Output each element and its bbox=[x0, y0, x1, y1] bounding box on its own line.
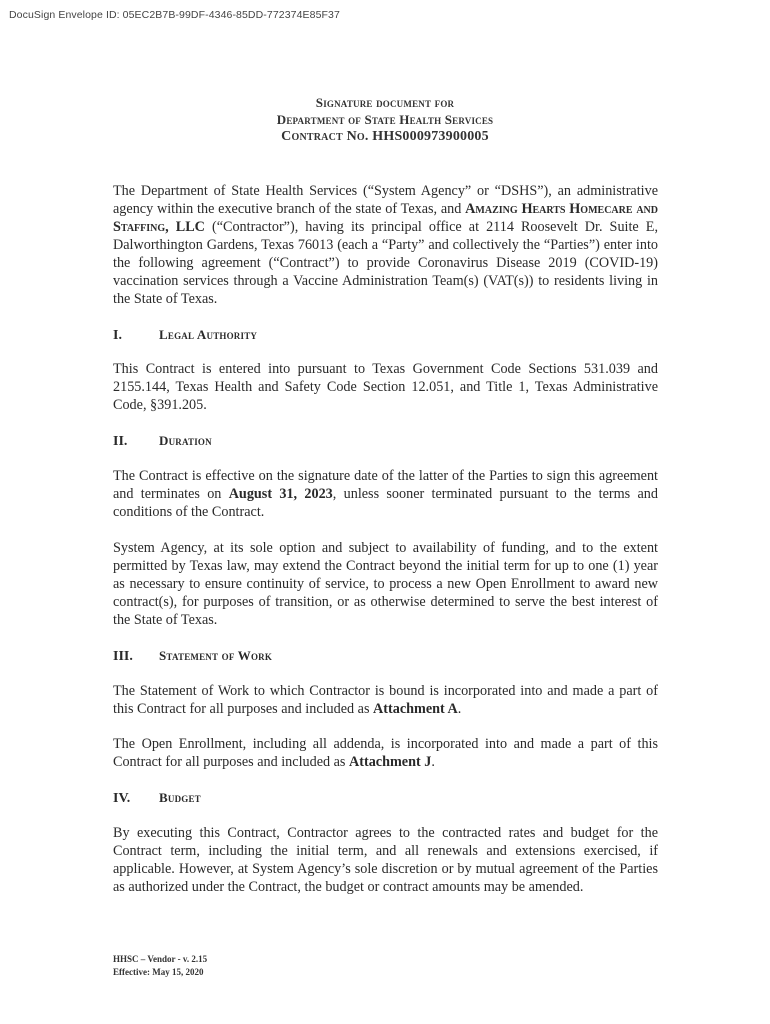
title-line-2: Department of State Health Services bbox=[276, 112, 494, 127]
oe-text: The Open Enrollment, including all addenda, is incorporated into and made a part of this Contract for all purposes and included as bbox=[113, 736, 658, 770]
title-line-3: Contract No. HHS000973900005 bbox=[281, 129, 489, 144]
statement-of-work-paragraph-2 bbox=[113, 735, 658, 771]
sow-text: The Statement of Work to which Contractor is bound is incorporated into and made a part of this Contract for all purposes and included as bbox=[113, 683, 658, 717]
section-number: III. bbox=[113, 649, 133, 664]
docusign-envelope-id: DocuSign Envelope ID: 05EC2B7B-99DF-4346-85DD-772374E85F37 bbox=[9, 9, 340, 21]
section-title: Legal Authority bbox=[159, 327, 258, 342]
legal-authority-paragraph: This Contract is entered into pursuant to Texas Government Code Sections 531.039 and 2155.144, Texas Health and Safety Code Section 12.051, and Title 1, Texas Administrative Code, §391.205. bbox=[113, 361, 658, 413]
document-footer bbox=[113, 953, 207, 979]
duration-paragraph-1 bbox=[113, 467, 658, 521]
section-title: Duration bbox=[159, 433, 212, 448]
section-heading-budget bbox=[113, 790, 201, 807]
contractor-name: Amazing Hearts Homecare and Staffing, LLC bbox=[113, 201, 658, 235]
oe-text-end: . bbox=[431, 754, 435, 770]
intro-text-1: The Department of State Health Services (“System Agency” or “DSHS”), an administrative agency within the executive branch of the state of Texas, and bbox=[113, 183, 658, 217]
duration-paragraph-2: System Agency, at its sole option and subject to availability of funding, and to the extent permitted by Texas law, may extend the Contract beyond the initial term for up to one (1) year as necessary to ensure continuity of service, to process a new Open Enrollment to award new contract(s), for purposes of transition, or as otherwise determined to serve the best interest of the State of Texas. bbox=[113, 540, 658, 628]
section-title: Statement of Work bbox=[159, 648, 273, 663]
termination-date: August 31, 2023 bbox=[228, 486, 333, 502]
footer-effective-date: Effective: May 15, 2020 bbox=[113, 967, 204, 977]
attachment-a: Attachment A bbox=[373, 701, 458, 717]
section-number: II. bbox=[113, 434, 128, 449]
section-title: Budget bbox=[159, 790, 201, 805]
attachment-j: Attachment J bbox=[349, 754, 432, 770]
section-heading-statement-of-work bbox=[113, 648, 272, 665]
section-heading-duration bbox=[113, 433, 212, 450]
title-line-1: Signature document for bbox=[315, 95, 455, 110]
duration-text: The Contract is effective on the signature date of the latter of the Parties to sign this agreement and terminates on bbox=[113, 468, 658, 502]
section-number: I. bbox=[113, 328, 122, 343]
statement-of-work-paragraph-1 bbox=[113, 682, 658, 718]
document-title bbox=[0, 94, 770, 145]
section-number: IV. bbox=[113, 791, 131, 806]
intro-paragraph bbox=[113, 182, 658, 308]
footer-version: HHSC – Vendor - v. 2.15 bbox=[113, 954, 208, 964]
intro-text-2: (“Contractor”), having its principal office at 2114 Roosevelt Dr. Suite E, Dalworthington Gardens, Texas 76013 (each a “Party” and collectively the “Parties”) enter into the following agreement (“Contract”) to provide Coronavirus Disease 2019 (COVID-19) vaccination services through a Vaccine Administration Team(s) (VAT(s)) to residents living in the State of Texas. bbox=[113, 219, 658, 307]
budget-paragraph: By executing this Contract, Contractor agrees to the contracted rates and budget for the Contract term, including the initial term, and all renewals and extensions exercised, if applicable. However, at System Agency’s sole discretion or by mutual agreement of the Parties as authorized under the Contract, the budget or contract amounts may be amended. bbox=[113, 825, 658, 895]
duration-text-end: , unless sooner terminated pursuant to the terms and conditions of the Contract. bbox=[113, 486, 658, 520]
sow-text-end: . bbox=[457, 701, 462, 717]
section-heading-legal-authority bbox=[113, 327, 257, 344]
